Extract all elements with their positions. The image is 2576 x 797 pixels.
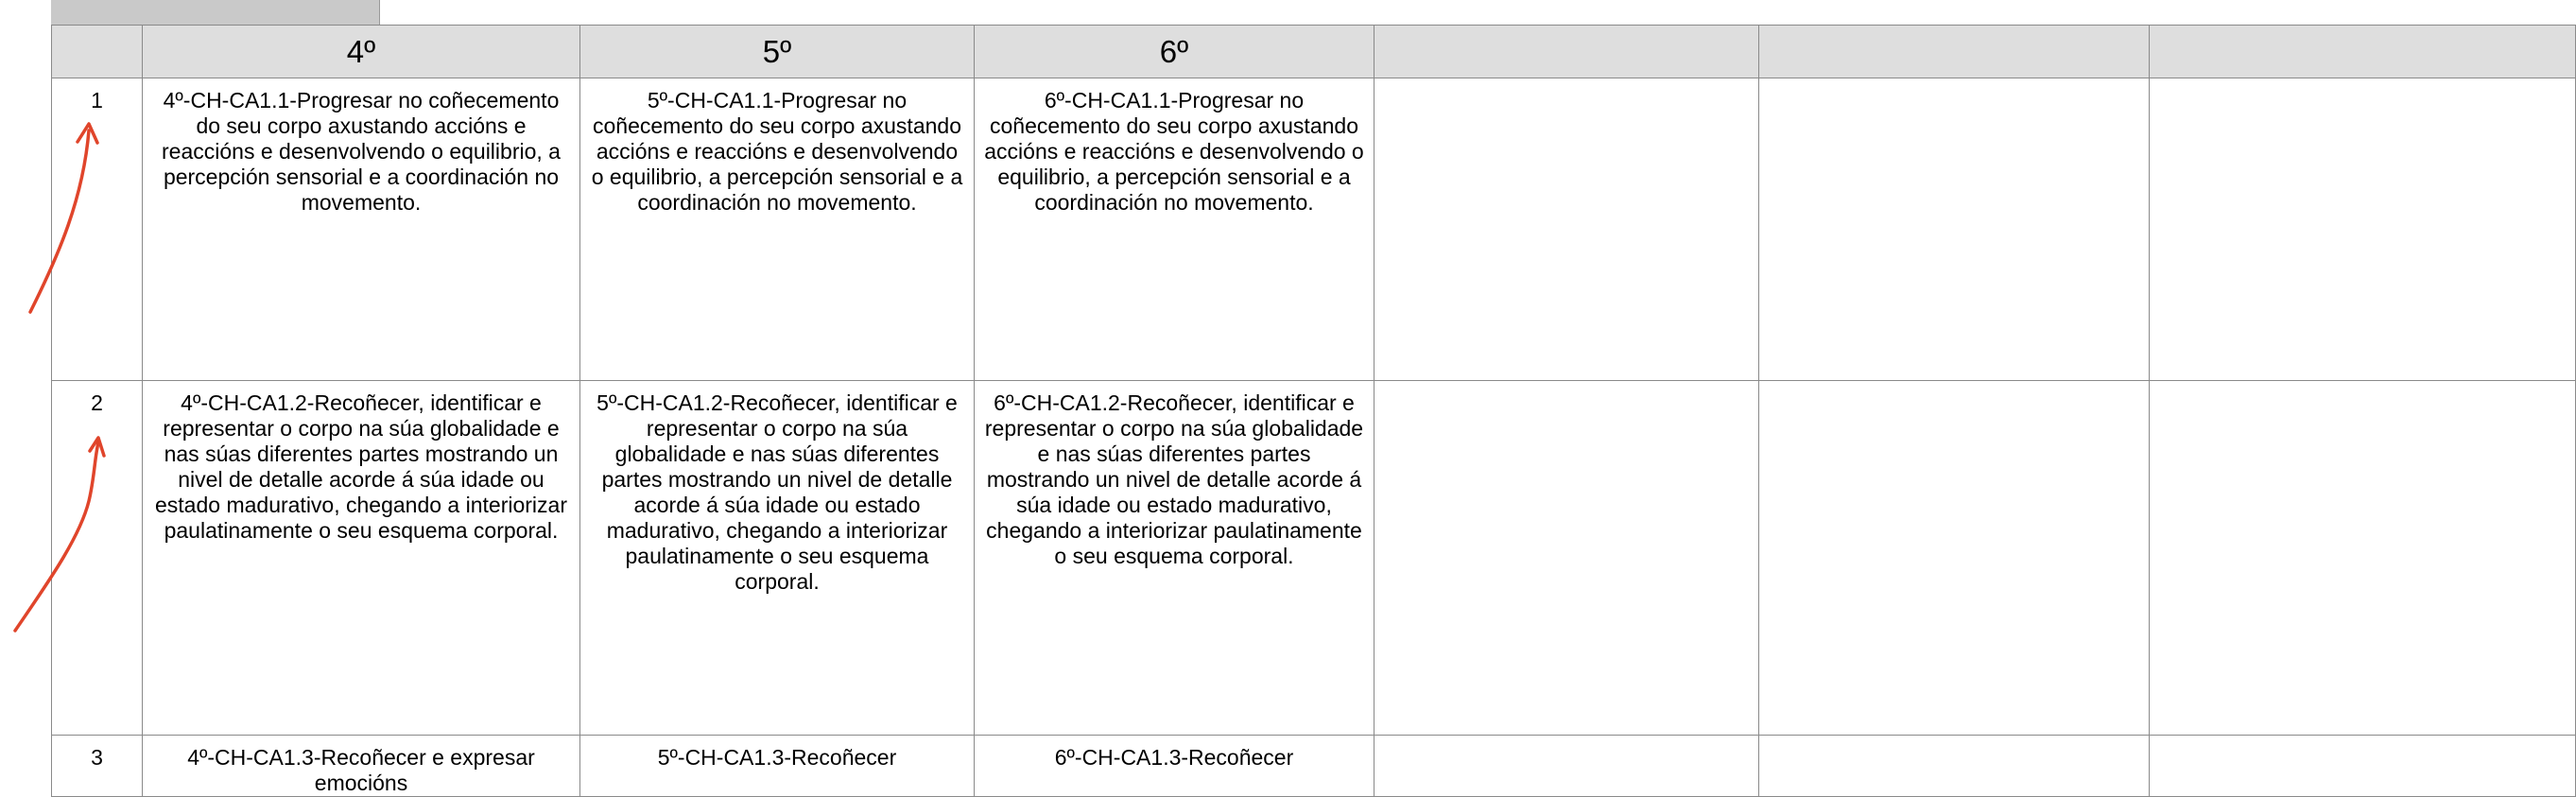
criteria-table xyxy=(51,25,2576,797)
grade-5-cell[interactable]: 5º-CH-CA1.1-Progresar no coñecemento do seu corpo axustando accións e reaccións e desenvolvendo o equilibrio, a percepción sensorial e a coordinación no movemento. xyxy=(580,78,975,381)
empty-cell[interactable] xyxy=(1759,78,2150,381)
grade-6-cell[interactable]: 6º-CH-CA1.1-Progresar no coñecemento do seu corpo axustando accións e reaccións e desenvolvendo o equilibrio, a percepción sensorial e a coordinación no movemento. xyxy=(975,78,1374,381)
header-row xyxy=(52,26,2576,78)
header-cell-grade-5[interactable]: 5º xyxy=(580,26,975,78)
empty-cell[interactable] xyxy=(2150,736,2576,797)
header-cell-empty-2[interactable] xyxy=(1759,26,2150,78)
table-row xyxy=(52,381,2576,736)
row-number-cell[interactable]: 1 xyxy=(52,78,143,381)
grade-6-cell[interactable]: 6º-CH-CA1.2-Recoñecer, identificar e representar o corpo na súa globalidade e nas súas diferentes partes mostrando un nivel de detalle acorde á súa idade ou estado madurativo, chegando a interiorizar paulatinamente o seu esquema corporal. xyxy=(975,381,1374,736)
grade-4-cell[interactable]: 4º-CH-CA1.1-Progresar no coñecemento do seu corpo axustando accións e reaccións e desenvolvendo o equilibrio, a percepción sensorial e a coordinación no movemento. xyxy=(143,78,580,381)
table-row xyxy=(52,736,2576,797)
row-number-cell[interactable]: 3 xyxy=(52,736,143,797)
empty-cell[interactable] xyxy=(1374,736,1759,797)
column-header-stub[interactable] xyxy=(51,0,380,26)
table-row xyxy=(52,78,2576,381)
grade-4-cell[interactable]: 4º-CH-CA1.3-Recoñecer e expresar emocións xyxy=(143,736,580,797)
grade-5-cell[interactable]: 5º-CH-CA1.2-Recoñecer, identificar e representar o corpo na súa globalidade e nas súas diferentes partes mostrando un nivel de detalle acorde á súa idade ou estado madurativo, chegando a interiorizar paulatinamente o seu esquema corporal. xyxy=(580,381,975,736)
header-cell-empty-1[interactable] xyxy=(1374,26,1759,78)
grade-4-cell[interactable]: 4º-CH-CA1.2-Recoñecer, identificar e representar o corpo na súa globalidade e nas súas diferentes partes mostrando un nivel de detalle acorde á súa idade ou estado madurativo, chegando a interiorizar paulatinamente o seu esquema corporal. xyxy=(143,381,580,736)
empty-cell[interactable] xyxy=(2150,381,2576,736)
grade-5-cell[interactable]: 5º-CH-CA1.3-Recoñecer xyxy=(580,736,975,797)
empty-cell[interactable] xyxy=(1374,78,1759,381)
header-cell-number[interactable] xyxy=(52,26,143,78)
empty-cell[interactable] xyxy=(1374,381,1759,736)
grade-6-cell[interactable]: 6º-CH-CA1.3-Recoñecer xyxy=(975,736,1374,797)
header-cell-empty-3[interactable] xyxy=(2150,26,2576,78)
empty-cell[interactable] xyxy=(1759,381,2150,736)
row-number-cell[interactable]: 2 xyxy=(52,381,143,736)
header-cell-grade-4[interactable]: 4º xyxy=(143,26,580,78)
empty-cell[interactable] xyxy=(1759,736,2150,797)
header-cell-grade-6[interactable]: 6º xyxy=(975,26,1374,78)
empty-cell[interactable] xyxy=(2150,78,2576,381)
